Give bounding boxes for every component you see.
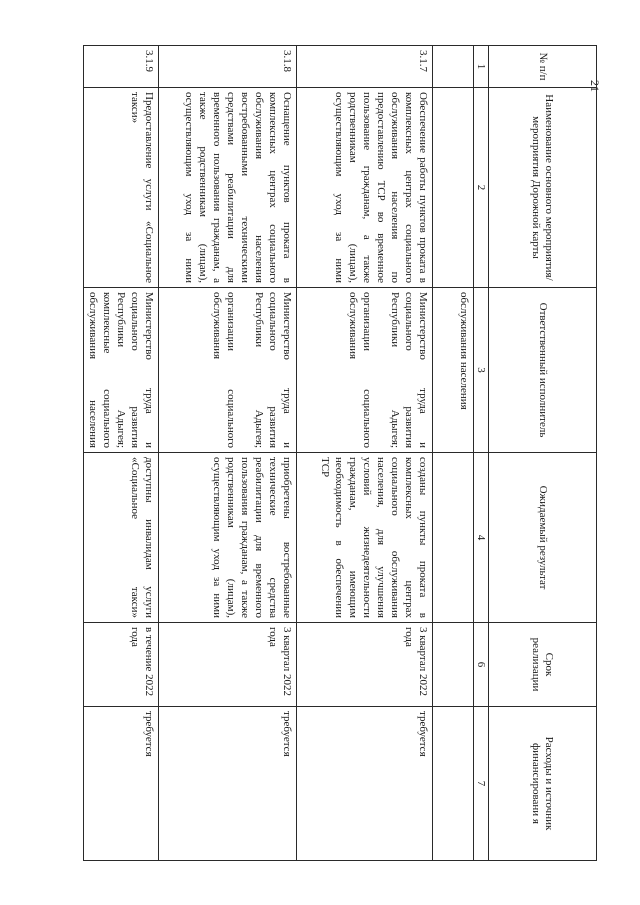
column-number: 7 (474, 707, 489, 861)
table-header-row (489, 46, 597, 861)
row-name: Обеспечение работы пунктов проката в комплексных центрах социального обслуживания населения по предоставлению ТСР во временное пользование гражданам, а также родственникам (лицам), осуществляющим уход за ними (297, 88, 433, 288)
row-term: 3 квартал 2022 года (297, 623, 433, 707)
row-number: 3.1.9 (84, 46, 159, 88)
column-number: 1 (474, 46, 489, 88)
row-result: приобретены востребованные технические средства реабилитации для временного пользования гражданам, а также родственникам (лицам), осуществляющим уход за ними (159, 453, 297, 623)
row-number: 3.1.8 (159, 46, 297, 88)
row-term: 3 квартал 2022 года (159, 623, 297, 707)
table-row (84, 46, 159, 861)
row-result: созданы пункты проката в комплексных центрах социального обслуживания населения, для улучшения условий жизнедеятельности гражданам, имеющим необходимость в обеспечении ТСР (297, 453, 433, 623)
section-cell-empty (433, 623, 474, 707)
header-result: Ожидаемый результат (489, 453, 597, 623)
table-row (159, 46, 297, 861)
section-cell-empty (433, 453, 474, 623)
column-number: 4 (474, 453, 489, 623)
executor-ministry: Министерство труда и социального развития Республики Адыгея; (115, 292, 155, 448)
section-text: обслуживания населения (433, 288, 474, 453)
row-number: 3.1.7 (297, 46, 433, 88)
column-number: 6 (474, 623, 489, 707)
section-cell-empty (433, 88, 474, 288)
section-row (433, 46, 474, 861)
header-num: № п/п (489, 46, 597, 88)
section-cell-empty (433, 46, 474, 88)
section-cell-empty (433, 707, 474, 861)
executor-organizations: организации социального обслуживания (347, 292, 373, 448)
column-number: 2 (474, 88, 489, 288)
row-term: в течение 2022 года (84, 623, 159, 707)
roadmap-table (83, 45, 597, 861)
executor-organizations: комплексные социального обслуживания населения (87, 292, 113, 448)
row-name: Предоставление услуги «Социальное такси» (84, 88, 159, 288)
row-result: доступны инвалидам услуги «Социальное такси» (84, 453, 159, 623)
row-funding: требуется (159, 707, 297, 861)
roadmap-table-rotated (87, 45, 597, 860)
row-funding: требуется (297, 707, 433, 861)
row-executor (84, 288, 159, 453)
row-name: Оснащение пунктов проката в комплексных центрах социального обслуживания населения востребованными техническими средствами реабилитации для временного пользования гражданам, а также родственникам (лицам), осуществляющим уход за ними (159, 88, 297, 288)
executor-ministry: Министерство труда и социального развития Республики Адыгея; (253, 292, 293, 448)
page-number: 21 (588, 80, 602, 92)
executor-ministry: Министерство труда и социального развития Республики Адыгея; (389, 292, 429, 448)
header-executor: Ответственный исполнитель (489, 288, 597, 453)
row-funding: требуется (84, 707, 159, 861)
header-name: Наименование основного мероприятия/мероприятия Дорожной карты (489, 88, 597, 288)
row-executor (159, 288, 297, 453)
executor-organizations: организации социального обслуживания (211, 292, 237, 448)
column-number-row (474, 46, 489, 861)
header-term: Срок реализации (489, 623, 597, 707)
column-number: 3 (474, 288, 489, 453)
table-row (297, 46, 433, 861)
header-funding: Расходы и источник финансировани я (489, 707, 597, 861)
row-executor (297, 288, 433, 453)
